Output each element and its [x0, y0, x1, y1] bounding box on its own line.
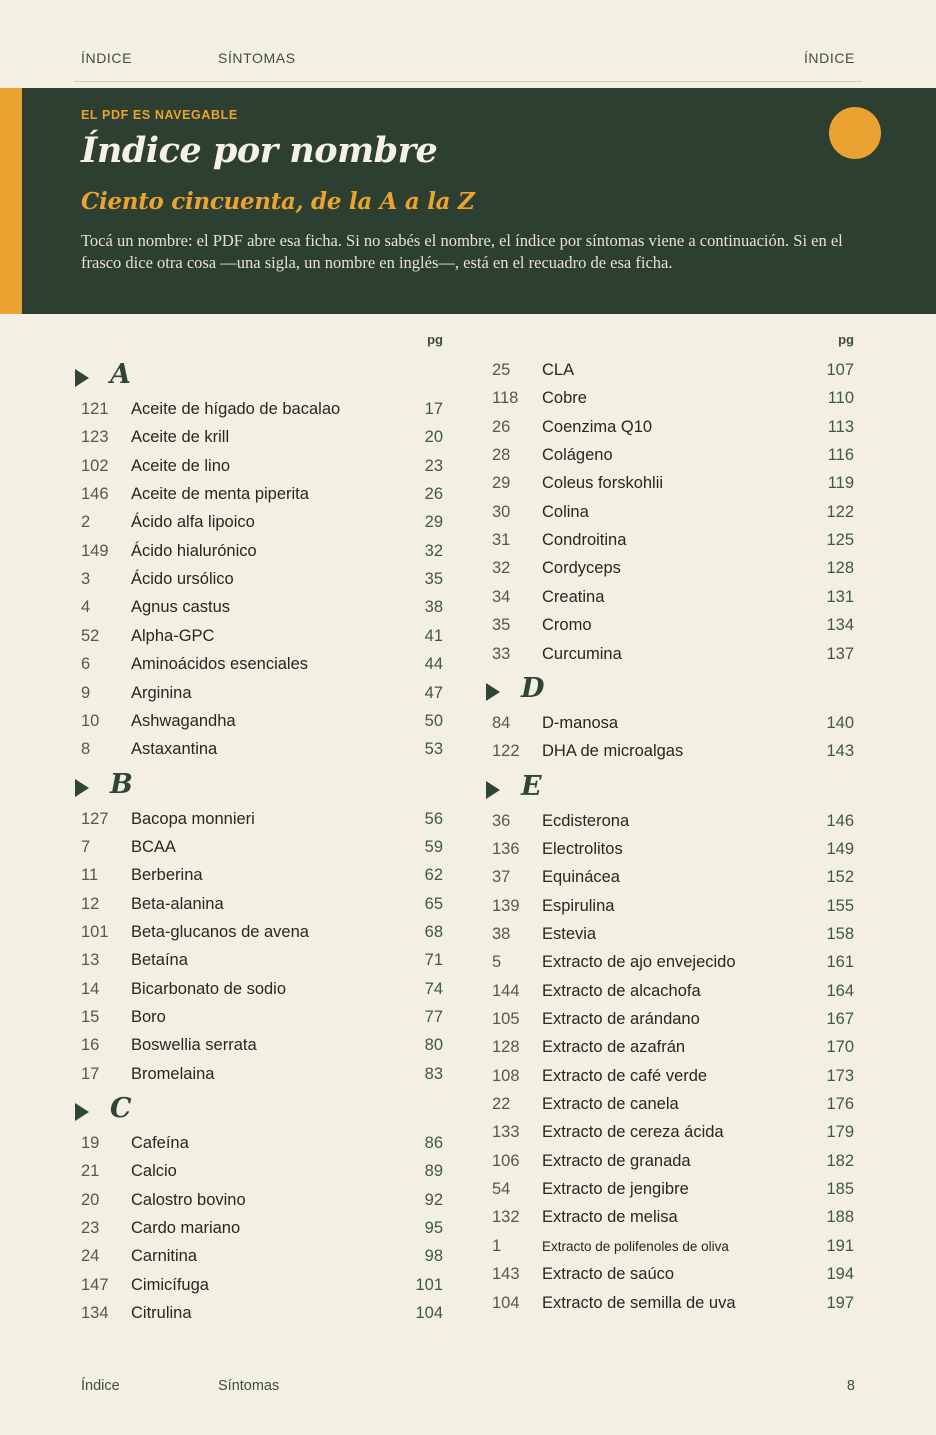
page-title: Índice por nombre: [81, 130, 438, 171]
top-nav: [81, 50, 855, 70]
entry-number: 35: [492, 616, 511, 635]
entry-name-link[interactable]: Aceite de hígado de bacalao: [131, 400, 341, 418]
entry-name-link[interactable]: Cromo: [542, 616, 592, 635]
entry-page-number[interactable]: 191: [826, 1236, 854, 1255]
entry-number: 143: [492, 1265, 520, 1284]
entry-number: 147: [81, 1275, 109, 1294]
footer-link-index[interactable]: Índice: [81, 1378, 120, 1394]
index-entry[interactable]: [492, 982, 854, 1010]
index-entry[interactable]: [81, 400, 443, 428]
entry-name-link[interactable]: Arginina: [131, 683, 192, 702]
entry-number: 1: [492, 1236, 502, 1255]
index-entry[interactable]: [81, 1065, 443, 1093]
entry-page-number[interactable]: 116: [827, 446, 854, 465]
entry-number: 136: [492, 839, 520, 858]
accent-bar: [0, 88, 22, 314]
entry-page-number[interactable]: 20: [424, 428, 443, 447]
section-letter-label: A: [110, 359, 131, 390]
entry-number: 23: [81, 1219, 100, 1238]
entry-name-link[interactable]: Extracto de alcachofa: [542, 981, 701, 1000]
entry-name-link[interactable]: Condroitina: [542, 531, 627, 550]
index-entry[interactable]: [81, 1219, 443, 1247]
play-arrow-icon: [486, 781, 500, 799]
entry-number: 21: [81, 1162, 100, 1181]
entry-name-link[interactable]: Cardo mariano: [131, 1219, 241, 1238]
index-entry[interactable]: [81, 951, 443, 979]
entry-number: 20: [81, 1190, 100, 1209]
entry-name-link[interactable]: Citrulina: [131, 1304, 192, 1323]
index-entry[interactable]: [81, 1191, 443, 1219]
entry-number: 11: [81, 866, 99, 885]
entry-name-link[interactable]: Ácido ursólico: [131, 570, 234, 589]
index-entry[interactable]: [81, 570, 443, 598]
index-entry[interactable]: [492, 361, 854, 389]
entry-name-link[interactable]: Coenzima Q10: [542, 417, 653, 436]
play-arrow-icon: [486, 683, 500, 701]
index-entry[interactable]: [492, 1010, 854, 1038]
index-entry[interactable]: [81, 684, 443, 712]
index-entry[interactable]: [492, 1237, 854, 1265]
entry-name-link[interactable]: Cimicífuga: [131, 1275, 209, 1294]
entry-page-number[interactable]: 65: [424, 894, 443, 913]
entry-number: 4: [81, 598, 91, 617]
entry-page-number[interactable]: 188: [826, 1208, 854, 1227]
entry-number: 139: [492, 896, 520, 915]
entry-number: 84: [492, 713, 511, 732]
decorative-circle-icon: [829, 107, 881, 159]
entry-number: 31: [492, 531, 511, 550]
entry-number: 5: [492, 953, 502, 972]
entry-page-number[interactable]: 29: [424, 513, 443, 532]
entry-number: 132: [492, 1208, 520, 1227]
entry-number: 3: [81, 570, 91, 589]
index-entry[interactable]: [81, 712, 443, 740]
entry-name-link[interactable]: Ashwagandha: [131, 711, 236, 730]
entry-name-link[interactable]: Cobre: [542, 389, 587, 408]
entry-number: 106: [492, 1151, 520, 1170]
entry-name-link[interactable]: Bacopa monnieri: [131, 809, 255, 828]
index-entry[interactable]: [81, 457, 443, 485]
index-entry[interactable]: [492, 840, 854, 868]
footer-link-symptoms[interactable]: Síntomas: [218, 1378, 280, 1394]
entry-page-number[interactable]: 125: [826, 531, 854, 550]
entry-name-link[interactable]: Coleus forskohlii: [542, 474, 664, 493]
index-entry[interactable]: [492, 812, 854, 840]
entry-page-number[interactable]: 137: [826, 644, 854, 663]
entry-page-number[interactable]: 50: [424, 711, 443, 730]
index-entry[interactable]: [492, 1123, 854, 1151]
entry-number: 133: [492, 1123, 520, 1142]
entry-name-link[interactable]: CLA: [542, 361, 575, 379]
entry-name-link[interactable]: Creatina: [542, 587, 605, 606]
entry-number: 14: [81, 979, 100, 998]
entry-name-link[interactable]: Curcumina: [542, 644, 622, 663]
index-entry[interactable]: [81, 895, 443, 923]
entry-name-link[interactable]: Bromelaina: [131, 1064, 215, 1083]
entry-number: 30: [492, 502, 511, 521]
entry-name-link[interactable]: Extracto de arándano: [542, 1010, 700, 1028]
entry-page-number[interactable]: 164: [826, 981, 854, 1000]
entry-page-number[interactable]: 179: [826, 1123, 854, 1142]
entry-number: 37: [492, 868, 511, 887]
index-entry[interactable]: [81, 1036, 443, 1064]
entry-name-link[interactable]: Colágeno: [542, 446, 613, 465]
entry-number: 105: [492, 1010, 520, 1028]
entry-page-number[interactable]: 185: [826, 1180, 854, 1199]
entry-number: 2: [81, 513, 91, 532]
entry-page-number[interactable]: 71: [424, 951, 443, 970]
index-entry[interactable]: [81, 1304, 443, 1332]
entry-number: 52: [81, 626, 100, 645]
hero-kicker: EL PDF ES NAVEGABLE: [81, 108, 238, 122]
index-entry[interactable]: [81, 428, 443, 456]
index-entry[interactable]: [492, 714, 854, 742]
section-letter-label: D: [521, 672, 545, 704]
index-entry[interactable]: [492, 474, 854, 502]
entry-name-link[interactable]: Aceite de lino: [131, 456, 231, 475]
hero-description: Tocá un nombre: el PDF abre esa ficha. Si no sabés el nombre, el índice por síntomas viene a continuación. Si en el frasco dice otra cosa —una sigla, un nombre en inglés—, está en el recuadro de esa ficha.: [81, 231, 843, 272]
index-entry[interactable]: [81, 923, 443, 951]
entry-page-number[interactable]: 98: [424, 1247, 443, 1266]
index-entry[interactable]: [492, 503, 854, 531]
index-entry[interactable]: [492, 742, 854, 770]
entry-number: 9: [81, 683, 91, 702]
hero-banner: [0, 88, 936, 314]
entry-name-link[interactable]: DHA de microalgas: [542, 742, 684, 761]
entry-name-link[interactable]: Astaxantina: [131, 740, 218, 759]
entry-name-link[interactable]: Extracto de cereza ácida: [542, 1123, 724, 1142]
index-entry[interactable]: [492, 1180, 854, 1208]
entry-number: 29: [492, 474, 511, 493]
entry-number: 102: [81, 456, 109, 475]
entry-name-link[interactable]: Aceite de krill: [131, 428, 230, 447]
entry-page-number[interactable]: 53: [424, 740, 443, 759]
entry-page-number[interactable]: 155: [826, 896, 854, 915]
entry-name-link[interactable]: Boro: [131, 1008, 166, 1026]
entry-name-link[interactable]: Extracto de jengibre: [542, 1180, 689, 1199]
entry-page-number[interactable]: 161: [826, 953, 854, 972]
index-entry[interactable]: [492, 1038, 854, 1066]
entry-page-number[interactable]: 143: [826, 742, 854, 761]
entry-page-number[interactable]: 38: [424, 598, 443, 617]
index-entry[interactable]: [492, 897, 854, 925]
entry-number: 101: [81, 922, 109, 941]
entry-page-number[interactable]: 44: [424, 655, 443, 674]
entry-page-number[interactable]: 77: [424, 1008, 443, 1026]
entry-page-number[interactable]: 23: [424, 456, 443, 475]
entry-number: 118: [492, 389, 519, 408]
index-entry[interactable]: [492, 418, 854, 446]
entry-name-link[interactable]: D-manosa: [542, 713, 619, 732]
entry-page-number[interactable]: 173: [826, 1066, 854, 1085]
index-entry[interactable]: [81, 810, 443, 838]
entry-page-number[interactable]: 80: [424, 1036, 443, 1055]
entry-name-link[interactable]: Bicarbonato de sodio: [131, 979, 287, 998]
entry-page-number[interactable]: 47: [424, 683, 443, 702]
entry-number: 134: [81, 1304, 109, 1323]
entry-name-link[interactable]: Calostro bovino: [131, 1190, 246, 1209]
entry-page-number[interactable]: 41: [424, 626, 443, 645]
entry-number: 24: [81, 1247, 100, 1266]
section-letter-label: B: [110, 768, 133, 800]
entry-number: 146: [81, 485, 109, 504]
entry-page-number[interactable]: 119: [827, 474, 854, 493]
entry-name-link[interactable]: Extracto de polifenoles de oliva: [542, 1238, 729, 1254]
entry-name-link[interactable]: Estevia: [542, 924, 597, 943]
index-entry[interactable]: [81, 542, 443, 570]
entry-page-number[interactable]: 113: [827, 417, 854, 436]
section-letter-label: C: [110, 1093, 132, 1125]
index-entry[interactable]: [492, 645, 854, 673]
entry-name-link[interactable]: Extracto de saúco: [542, 1265, 675, 1284]
entry-number: 33: [492, 644, 511, 663]
entry-number: 6: [81, 655, 91, 674]
entry-name-link[interactable]: Extracto de semilla de uva: [542, 1293, 736, 1312]
index-entry[interactable]: [81, 598, 443, 626]
entry-number: 123: [81, 428, 109, 447]
entry-page-number[interactable]: 59: [424, 837, 443, 856]
entry-number: 121: [81, 400, 109, 418]
entry-name-link[interactable]: Extracto de canela: [542, 1095, 679, 1114]
entry-number: 28: [492, 446, 511, 465]
entry-page-number[interactable]: 167: [826, 1010, 854, 1028]
index-entry[interactable]: [492, 1208, 854, 1236]
entry-number: 8: [81, 740, 91, 759]
section-letter-label: E: [521, 770, 542, 802]
play-arrow-icon: [75, 369, 89, 387]
entry-page-number[interactable]: 92: [424, 1190, 443, 1209]
index-entry[interactable]: [81, 980, 443, 1008]
entry-page-number[interactable]: 158: [826, 924, 854, 943]
entry-page-number[interactable]: 62: [424, 866, 443, 885]
entry-number: 12: [81, 894, 100, 913]
entry-number: 19: [81, 1134, 100, 1153]
entry-name-link[interactable]: Equinácea: [542, 868, 620, 887]
entry-page-number[interactable]: 176: [826, 1095, 854, 1114]
entry-number: 15: [81, 1008, 100, 1026]
entry-page-number[interactable]: 170: [826, 1038, 854, 1057]
entry-name-link[interactable]: Boswellia serrata: [131, 1036, 257, 1055]
entry-number: 7: [81, 837, 91, 856]
entry-name-link[interactable]: Extracto de ajo envejecido: [542, 953, 736, 972]
entry-number: 32: [492, 559, 511, 578]
index-entry[interactable]: [81, 1008, 443, 1036]
entry-name-link[interactable]: Extracto de granada: [542, 1151, 691, 1170]
entry-page-number[interactable]: 74: [424, 979, 443, 998]
play-arrow-icon: [75, 1103, 89, 1121]
entry-page-number[interactable]: 107: [826, 361, 854, 379]
index-entry[interactable]: [492, 1095, 854, 1123]
index-entry[interactable]: [81, 485, 443, 513]
nav-link-symptoms[interactable]: SÍNTOMAS: [218, 50, 296, 66]
index-entry[interactable]: [81, 838, 443, 866]
entry-page-number[interactable]: 86: [424, 1134, 443, 1153]
entry-page-number[interactable]: 101: [415, 1275, 443, 1294]
entry-name-link[interactable]: Carnitina: [131, 1247, 198, 1266]
index-entry[interactable]: [492, 389, 854, 417]
entry-page-number[interactable]: 83: [424, 1064, 443, 1083]
entry-page-number[interactable]: 197: [826, 1293, 854, 1312]
index-entry[interactable]: [492, 1152, 854, 1180]
index-entry[interactable]: [81, 1276, 443, 1304]
entry-page-number[interactable]: 56: [424, 809, 443, 828]
index-entry[interactable]: [492, 1265, 854, 1293]
entry-name-link[interactable]: Cordyceps: [542, 559, 621, 578]
entry-page-number[interactable]: 95: [424, 1219, 443, 1238]
index-entry[interactable]: [492, 616, 854, 644]
entry-number: 25: [492, 361, 511, 379]
entry-number: 127: [81, 809, 109, 828]
entry-number: 16: [81, 1036, 100, 1055]
entry-page-number[interactable]: 131: [826, 587, 854, 606]
entry-page-number[interactable]: 110: [827, 389, 854, 408]
page-subtitle: Ciento cincuenta, de la A a la Z: [81, 188, 475, 215]
entry-page-number[interactable]: 89: [424, 1162, 443, 1181]
entry-page-number[interactable]: 104: [415, 1304, 443, 1323]
index-entry[interactable]: [492, 1067, 854, 1095]
entry-name-link[interactable]: Cafeína: [131, 1134, 189, 1153]
entry-name-link[interactable]: Electrolitos: [542, 839, 623, 858]
play-arrow-icon: [75, 779, 89, 797]
entry-number: 26: [492, 417, 511, 436]
index-entry[interactable]: [492, 1294, 854, 1322]
index-entry[interactable]: [492, 925, 854, 953]
page-column-header: pg: [838, 332, 854, 347]
index-entry[interactable]: [81, 1134, 443, 1162]
entry-number: 38: [492, 924, 511, 943]
entry-number: 22: [492, 1095, 511, 1114]
nav-link-index-right[interactable]: ÍNDICE: [803, 50, 855, 66]
index-entry[interactable]: [81, 655, 443, 683]
entry-name-link[interactable]: Ecdisterona: [542, 811, 630, 830]
page-number: 8: [846, 1378, 855, 1394]
entry-page-number[interactable]: 134: [826, 616, 854, 635]
entry-number: 13: [81, 951, 100, 970]
entry-number: 10: [81, 711, 100, 730]
entry-number: 36: [492, 811, 511, 830]
entry-name-link[interactable]: Espirulina: [542, 896, 615, 915]
index-entry[interactable]: [492, 868, 854, 896]
entry-name-link[interactable]: Ácido hialurónico: [131, 541, 257, 560]
entry-name-link[interactable]: Berberina: [131, 866, 203, 885]
entry-number: 128: [492, 1038, 520, 1057]
page-column-header: pg: [427, 332, 443, 347]
entry-name-link[interactable]: Beta-alanina: [131, 894, 224, 913]
entry-page-number[interactable]: 35: [424, 570, 443, 589]
index-entry[interactable]: [81, 513, 443, 541]
index-entry[interactable]: [81, 627, 443, 655]
entry-page-number[interactable]: 149: [826, 839, 854, 858]
entry-number: 122: [492, 742, 520, 761]
entry-page-number[interactable]: 32: [424, 541, 443, 560]
index-entry[interactable]: [492, 531, 854, 559]
entry-page-number[interactable]: 140: [826, 713, 854, 732]
index-entry[interactable]: [492, 559, 854, 587]
entry-number: 17: [81, 1064, 100, 1083]
entry-page-number[interactable]: 146: [826, 811, 854, 830]
entry-page-number[interactable]: 128: [826, 559, 854, 578]
entry-name-link[interactable]: Alpha-GPC: [131, 626, 215, 645]
entry-name-link[interactable]: BCAA: [131, 837, 176, 856]
index-entry[interactable]: [492, 953, 854, 981]
entry-page-number[interactable]: 182: [826, 1151, 854, 1170]
entry-number: 54: [492, 1180, 511, 1199]
index-entry[interactable]: [81, 1162, 443, 1190]
header-divider: [74, 81, 862, 82]
entry-name-link[interactable]: Extracto de azafrán: [542, 1038, 686, 1057]
entry-page-number[interactable]: 26: [424, 485, 443, 504]
entry-number: 108: [492, 1066, 520, 1085]
entry-page-number[interactable]: 17: [424, 400, 443, 418]
entry-name-link[interactable]: Agnus castus: [131, 598, 231, 617]
entry-number: 144: [492, 981, 520, 1000]
index-entry[interactable]: [81, 866, 443, 894]
entry-number: 104: [492, 1293, 520, 1312]
entry-number: 149: [81, 541, 109, 560]
entry-name-link[interactable]: Calcio: [131, 1162, 177, 1181]
entry-page-number[interactable]: 122: [826, 502, 854, 521]
footer: [81, 1378, 855, 1398]
entry-name-link[interactable]: Aceite de menta piperita: [131, 485, 309, 504]
entry-name-link[interactable]: Ácido alfa lipoico: [131, 513, 255, 532]
entry-name-link[interactable]: Extracto de café verde: [542, 1066, 708, 1085]
entry-name-link[interactable]: Betaína: [131, 951, 188, 970]
entry-name-link[interactable]: Beta-glucanos de avena: [131, 922, 309, 941]
entry-name-link[interactable]: Aminoácidos esenciales: [131, 655, 309, 674]
entry-name-link[interactable]: Colina: [542, 502, 589, 521]
entry-page-number[interactable]: 68: [424, 922, 443, 941]
entry-number: 34: [492, 587, 511, 606]
index-entry[interactable]: [81, 740, 443, 768]
index-entry[interactable]: [492, 446, 854, 474]
index-entry[interactable]: [492, 588, 854, 616]
index-entry[interactable]: [81, 1247, 443, 1275]
entry-page-number[interactable]: 152: [826, 868, 854, 887]
entry-page-number[interactable]: 194: [826, 1265, 854, 1284]
nav-link-index[interactable]: ÍNDICE: [81, 50, 133, 66]
entry-name-link[interactable]: Extracto de melisa: [542, 1208, 678, 1227]
